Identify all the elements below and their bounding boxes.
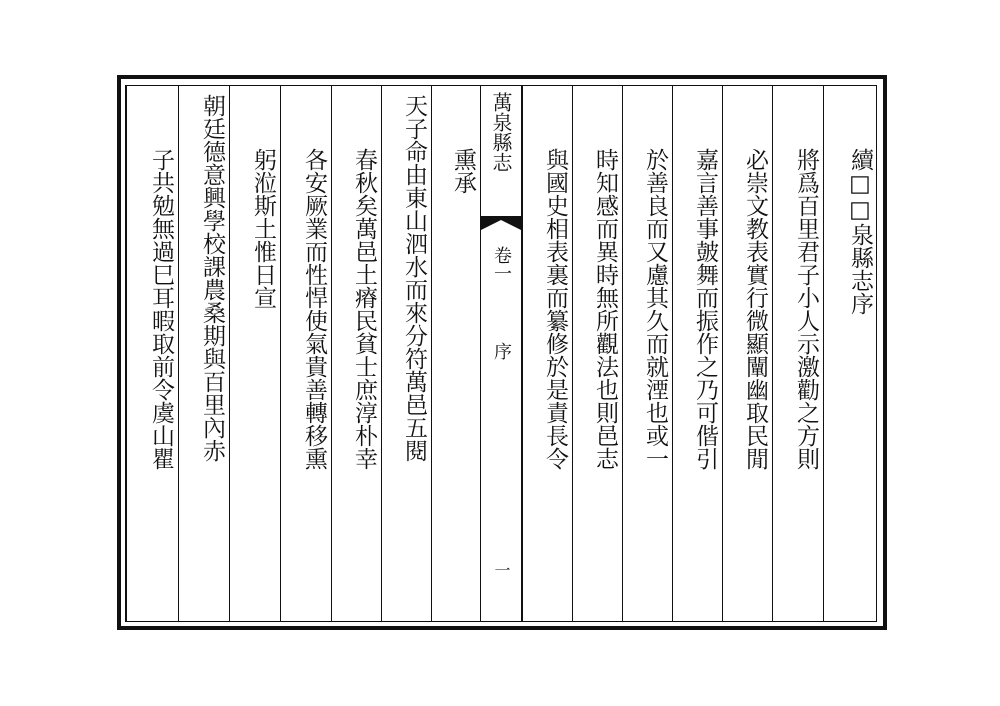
column-text: 時知感而異時無所觀法也則邑志 — [592, 148, 618, 470]
column-text: 於善良而又慮其久而就湮也或一 — [642, 148, 668, 470]
text-column-1 — [823, 86, 877, 621]
page-number: 一 — [492, 562, 511, 578]
column-text: 熏承 — [450, 148, 476, 194]
column-text: 嘉言善事皷舞而振作之乃可偕引 — [692, 148, 718, 470]
text-column-14 — [126, 86, 178, 621]
text-column-3 — [722, 86, 772, 621]
fish-tail-mark — [481, 216, 521, 236]
text-column-13 — [178, 86, 229, 621]
text-column-7 — [522, 86, 572, 621]
column-text: 將爲百里君子小人示激勸之方則 — [793, 148, 819, 470]
text-column-11 — [280, 86, 331, 621]
column-text: 春秋矣萬邑土瘠民貧士庶淳朴幸 — [351, 148, 377, 470]
column-text: 子共勉無過巳耳暇取前令虞山瞿 — [148, 148, 174, 470]
text-column-9 — [381, 86, 431, 621]
text-column-5 — [622, 86, 672, 621]
column-text: 各安厥業而性悍使氣貴善轉移熏 — [301, 148, 327, 470]
column-text: 躬涖斯土惟日宣 — [250, 148, 276, 309]
column-text: 續□□泉縣志序 — [847, 148, 873, 315]
section-label: 序 — [491, 342, 512, 360]
text-column-2 — [772, 86, 823, 621]
text-column-10 — [331, 86, 381, 621]
column-text: 必崇文教表實行微顯闡幽取民閒 — [742, 148, 768, 470]
column-text: 與國史相表裏而纂修於是責長令 — [542, 148, 568, 470]
column-text: 天子命由東山泗水而來分符萬邑五閱 — [401, 94, 427, 462]
center-fold — [480, 86, 522, 621]
column-text: 朝廷德意興學校課農桑期與百里內赤 — [199, 94, 225, 462]
volume-label: 卷一 — [491, 246, 512, 282]
text-column-6 — [572, 86, 622, 621]
text-column-4 — [672, 86, 722, 621]
book-title: 萬泉縣志 — [489, 92, 513, 172]
text-column-12 — [229, 86, 280, 621]
text-column-8 — [431, 86, 480, 621]
